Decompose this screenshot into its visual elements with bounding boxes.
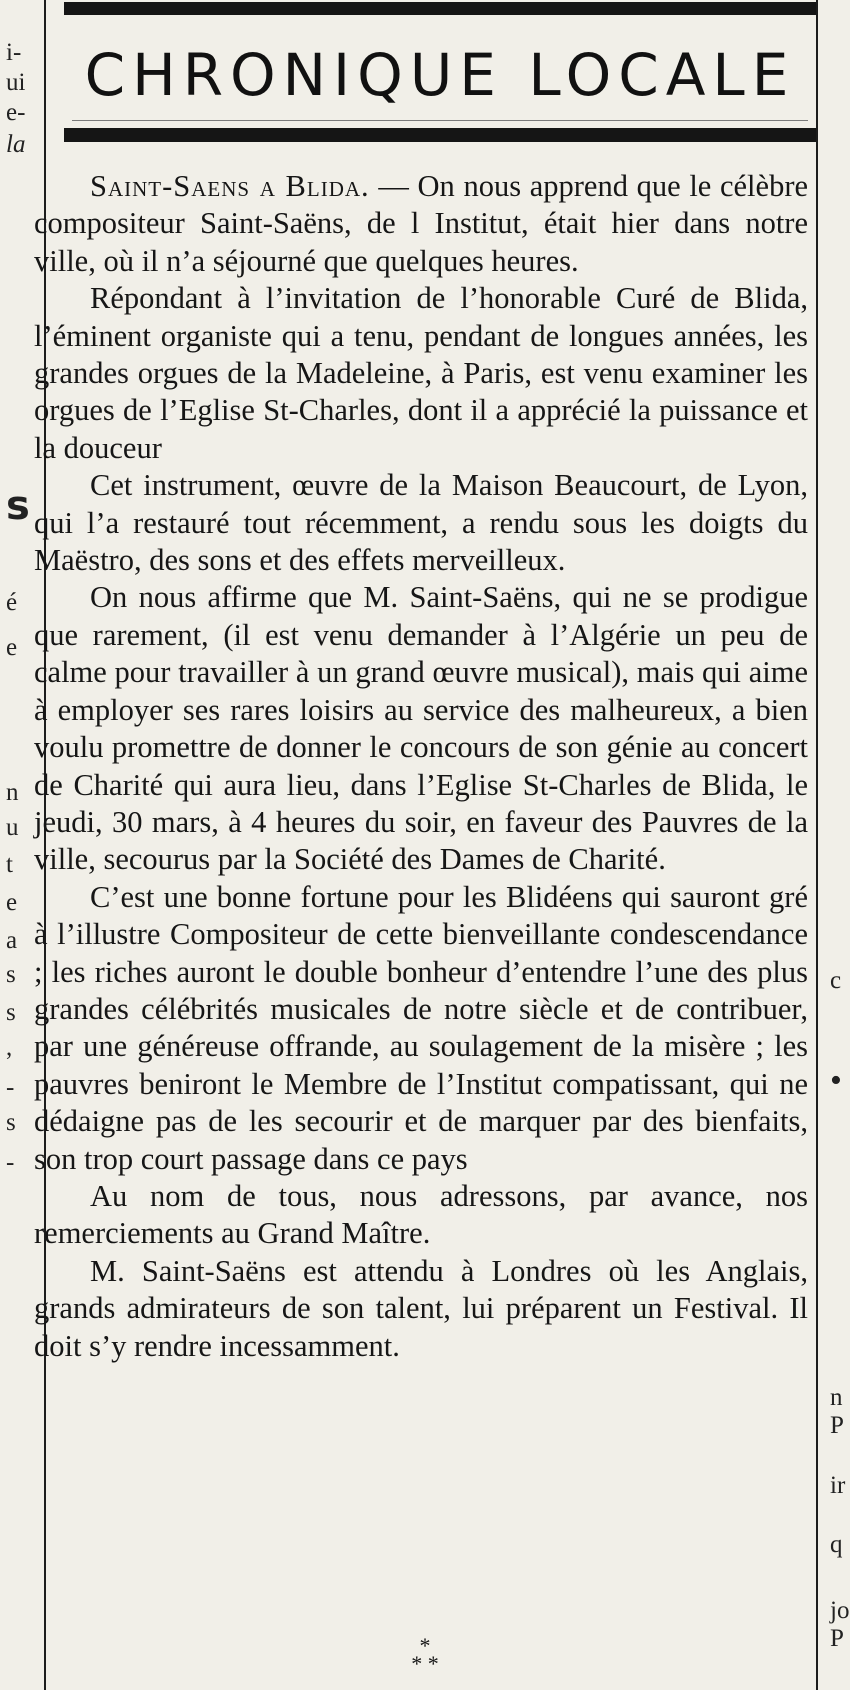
- article-title: Saint-Saens a Blida.: [90, 169, 370, 203]
- article-paragraph: Répondant à l’invitation de l’honorable Curé de Blida, l’éminent organiste qui a tenu, pendant de longues années, les grandes orgues de la Madeleine, à Paris, est venu examiner les orgues de l’Eglise St-Charles, dont il a apprécié la puissance et la douceur: [34, 281, 808, 465]
- margin-fragment: -: [6, 1074, 15, 1101]
- margin-fragment: e-: [6, 99, 26, 126]
- article-paragraph: On nous affirme que M. Saint-Saëns, qui ne se prodigue que rarement, (il est venu demander à l’Algérie un peu de calme pour travailler à un grand œuvre musical), mais qui aime à employer ses rares loisirs au service des malheureux, a bien voulu promettre de donner le concours de son génie au concert de Charité qui aura lieu, dans l’Eglise St-Charles de Blida, le jeudi, 30 mars, à 4 heures du soir, en faveur des Pauvres de la ville, secourus par la Société des Dames de Charité.: [34, 580, 808, 877]
- heading-bottom-rule: [64, 128, 816, 142]
- margin-fragment: s: [6, 961, 16, 988]
- margin-fragment: é: [6, 589, 18, 616]
- article-paragraph: Au nom de tous, nous adressons, par avance, nos remerciements au Grand Maître.: [34, 1178, 808, 1251]
- margin-fragment: c: [830, 967, 842, 994]
- margin-fragment: t: [6, 851, 13, 878]
- margin-fragment: a: [6, 927, 18, 954]
- margin-fragment: u: [6, 814, 19, 841]
- margin-fragment: P: [830, 1625, 844, 1652]
- margin-fragment: i-: [6, 39, 22, 66]
- asterism-separator: * * *: [411, 1633, 439, 1676]
- margin-fragment: s: [6, 999, 16, 1026]
- article-paragraph: C’est une bonne fortune pour les Blidéens qui sauront gré à l’illustre Compositeur de cette bienveillante condescendance ; les riches auront le double bonheur d’entendre l’une des plus grandes célébrités musicales de notre siècle et de contribuer, par une généreuse offrande, au soulagement de la misère ; les pauvres beniront le Membre de l’Institut compatissant, qui ne dédaigne pas de les secourir et de marquer par des bienfaits, son trop court passage dans ce pays: [34, 879, 808, 1176]
- margin-fragment: s: [6, 1109, 16, 1136]
- article-paragraph: M. Saint-Saëns est attendu à Londres où les Anglais, grands admirateurs de son talent, lui préparent un Festival. Il doit s’y rendre incessamment.: [34, 1253, 808, 1363]
- margin-fragment: n: [830, 1384, 843, 1411]
- article-paragraph: Cet instrument, œuvre de la Maison Beaucourt, de Lyon, qui l’a restauré tout récemment, a rendu sous les doigts du Maëstro, des sons et des effets merveilleux.: [34, 468, 808, 578]
- margin-fragment: ir: [830, 1472, 846, 1499]
- margin-fragment: jo: [830, 1597, 850, 1624]
- margin-fragment: la: [6, 131, 26, 158]
- margin-fragment: •: [830, 1062, 842, 1099]
- heading-top-rule: [64, 2, 816, 15]
- article-paragraph: [34, 168, 808, 280]
- margin-fragment: e: [6, 634, 18, 661]
- margin-fragment: s: [6, 483, 30, 529]
- margin-fragment: ,: [6, 1034, 13, 1061]
- section-heading: CHRONIQUE LOCALE: [84, 41, 796, 109]
- article-lead-text: — On nous apprend que le célèbre compositeur Saint-Saëns, de l Institut, était hier dans notre ville, où il n’a séjourné que quelques heures.: [34, 169, 809, 278]
- heading-hairline: [72, 120, 808, 121]
- margin-fragment: e: [6, 889, 18, 916]
- right-column-rule: [816, 0, 818, 1690]
- margin-fragment: ui: [6, 69, 26, 96]
- margin-fragment: P: [830, 1412, 844, 1439]
- margin-fragment: -: [6, 1149, 15, 1176]
- article-body: [34, 168, 808, 1365]
- margin-fragment: q: [830, 1531, 843, 1558]
- margin-fragment: n: [6, 779, 19, 806]
